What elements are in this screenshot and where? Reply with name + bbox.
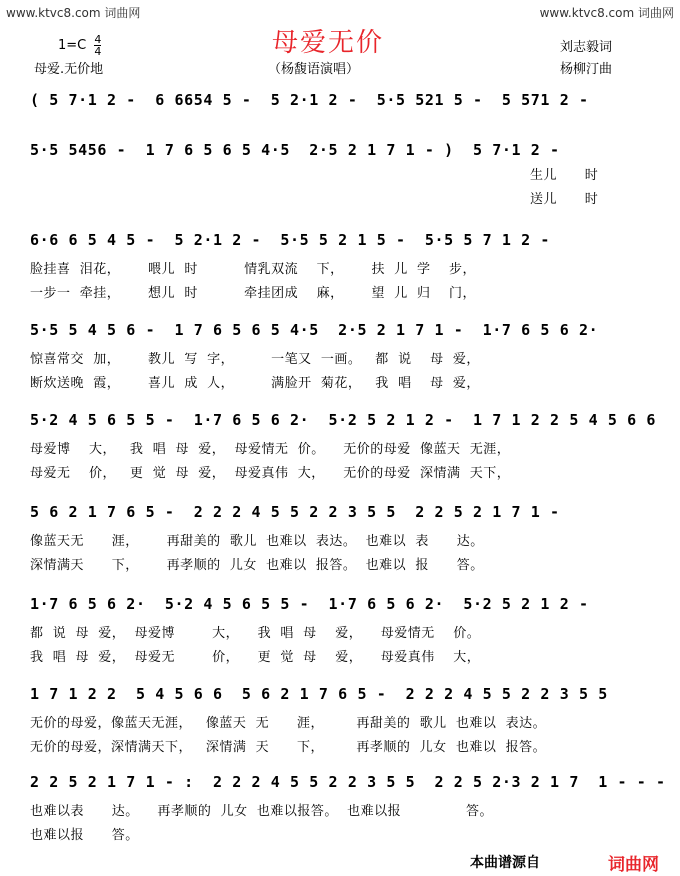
song-title: 母爱无价 <box>272 28 385 58</box>
lyric-verse-1: 母爱博 大， 我 唱 母 爱， 母爱情无 价。 无价的母爱 像蓝天 无涯， <box>30 442 511 457</box>
composer: 杨柳汀曲 <box>560 62 613 77</box>
key-prefix: 1=C <box>58 38 87 53</box>
performer: （杨馥语演唱） <box>268 62 360 77</box>
time-signature-bottom: 4 <box>94 45 102 58</box>
lyric-verse-2: 送儿 时 <box>530 192 599 207</box>
site-watermark-right: www.ktvc8.com 词曲网 <box>539 6 674 20</box>
notation-line: 1·7 6 5 6 2· 5·2 4 5 6 5 5 - 1·7 6 5 6 2· 5·2 5 2 1 2 - <box>30 595 589 613</box>
notation-line: ( 5 7·1 2 - 6 6654 5 - 5 2·1 2 - 5·5 521 5 - 5 571 2 - <box>30 91 589 109</box>
lyric-verse-1: 生儿 时 <box>530 168 599 183</box>
lyric-verse-2: 母爱无 价， 更 觉 母 爱， 母爱真伟 大， 无价的母爱 深情满 天下， <box>30 466 511 481</box>
lyric-verse-1: 都 说 母 爱， 母爱博 大， 我 唱 母 爱， 母爱情无 价。 <box>30 626 481 641</box>
notation-line: 5·5 5456 - 1 7 6 5 6 5 4·5 2·5 2 1 7 1 - ) 5 7·1 2 - <box>30 141 560 159</box>
footer-source-label: 本曲谱源自 <box>470 855 540 871</box>
lyric-verse-2: 无价的母爱，深情满天下， 深情满 天 下， 再孝顺的 儿女 也难以 报答。 <box>30 740 547 755</box>
lyric-verse-1: 脸挂喜 泪花， 喂儿 时 情乳双流 下， 扶 儿 学 步， <box>30 262 477 277</box>
lyric-verse-1: 像蓝天无 涯， 再甜美的 歌儿 也难以 表达。 也难以 表 达。 <box>30 534 484 549</box>
lyric-verse-1: 也难以表 达。 再孝顺的 儿女 也难以报答。 也难以报 答。 <box>30 804 493 819</box>
notation-line: 6·6 6 5 4 5 - 5 2·1 2 - 5·5 5 2 1 5 - 5·5 5 7 1 2 - <box>30 231 551 249</box>
key-signature <box>58 34 101 57</box>
time-signature-top: 4 <box>94 33 102 46</box>
lyric-verse-2: 断炊送晚 霞， 喜儿 成 人， 满脸开 菊花， 我 唱 母 爱， <box>30 376 480 391</box>
site-watermark-left: www.ktvc8.com 词曲网 <box>6 6 141 20</box>
lyric-verse-1: 无价的母爱，像蓝天无涯， 像蓝天 无 涯， 再甜美的 歌儿 也难以 表达。 <box>30 716 547 731</box>
notation-line: 5 6 2 1 7 6 5 - 2 2 2 4 5 5 2 2 3 5 5 2 2 5 2 1 7 1 - <box>30 503 560 521</box>
lyric-verse-1: 惊喜常交 加， 教儿 写 字， 一笔又 一画。 都 说 母 爱， <box>30 352 480 367</box>
notation-line: 5·5 5 4 5 6 - 1 7 6 5 6 5 4·5 2·5 2 1 7 1 - 1·7 6 5 6 2· <box>30 321 599 339</box>
lyric-verse-2: 我 唱 母 爱， 母爱无 价， 更 觉 母 爱， 母爱真伟 大， <box>30 650 481 665</box>
lyric-verse-2: 也难以报 答。 <box>30 828 139 843</box>
notation-line: 5·2 4 5 6 5 5 - 1·7 6 5 6 2· 5·2 5 2 1 2 - 1 7 1 2 2 5 4 5 6 6 <box>30 411 656 429</box>
footer-logo[interactable]: 词曲网 <box>608 855 659 875</box>
notation-line: 2 2 5 2 1 7 1 - : 2 2 2 4 5 5 2 2 3 5 5 2 2 5 2·3 2 1 7 1 - - - <box>30 773 666 791</box>
lyricist: 刘志毅词 <box>560 40 613 55</box>
tempo-mood: 母爱.无价地 <box>34 62 104 77</box>
lyric-verse-2: 一步一 牵挂， 想儿 时 牵挂团成 麻， 望 儿 归 门， <box>30 286 477 301</box>
notation-line: 1 7 1 2 2 5 4 5 6 6 5 6 2 1 7 6 5 - 2 2 2 4 5 5 2 2 3 5 5 <box>30 685 608 703</box>
time-signature <box>94 34 101 57</box>
lyric-verse-2: 深情满天 下， 再孝顺的 儿女 也难以 报答。 也难以 报 答。 <box>30 558 484 573</box>
